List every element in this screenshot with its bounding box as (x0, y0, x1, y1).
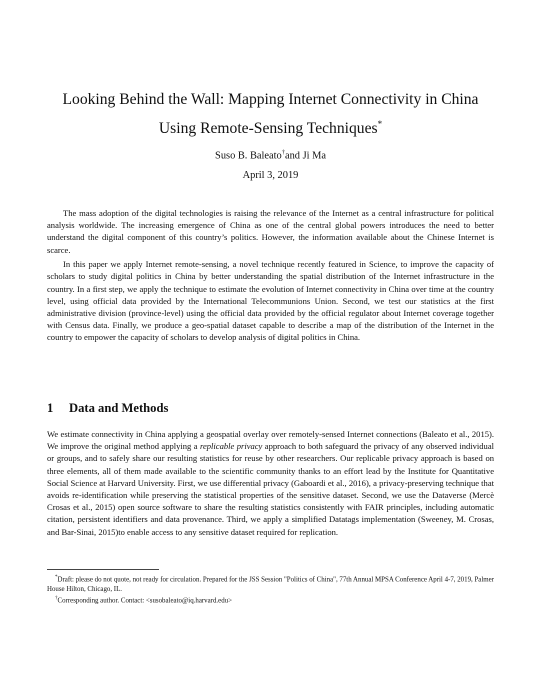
abstract (47, 207, 494, 346)
footnote-2-text: Corresponding author. Contact: <susobaleato@iq.harvard.edu> (57, 597, 232, 605)
body-emphasis: replicable privacy (199, 441, 263, 452)
abstract-paragraph-1: The mass adoption of the digital technologies is raising the relevance of the Internet as a central infrastructure for political analysis worldwide. The increasing emergence of China as one of the central global powers introduces the need to better understand the digital component of this country’s politics. However, the information available about the Chinese Internet is scarce. (47, 208, 494, 255)
body-text-part-2: approach to both safeguard the privacy of any observed individual or groups, and to safely share our resulting statistics for reuse by other researchers. Our replicable privacy approach is based on three elements, all of them made available to the scientific community thanks to an effort lead by the Institute for Quantitative Social Science at Harvard University. First, we use differential privacy (Gaboardi et al., 2016), a privacy-preserving technique that avoids re-identification while preserving the statistical properties of the sensitive dataset. Second, we use the Dataverse (Mercè Crosas et al., 2015) open source software to share the resulting statistics consistently with FAIR principles, including automatic citation, persistent identifiers and data provenance. Third, we apply a simplified Datatags implementation (Sweeney, M. Crosas, and Bar-Sinai, 2015)to enable access to any sensitive dataset required for replication. (47, 441, 494, 537)
footnote-1-marker: * (55, 575, 58, 580)
author-connector: and Ji Ma (284, 150, 326, 162)
footnotes (47, 573, 494, 606)
footnote-divider (47, 569, 159, 570)
title-line-2 (40, 112, 501, 141)
title-line-1: Looking Behind the Wall: Mapping Internet Connectivity in China (62, 91, 479, 108)
section-heading (47, 401, 168, 416)
title-line-2-text: Using Remote-Sensing Techniques (158, 120, 378, 138)
section-number: 1 (47, 401, 54, 415)
section-paragraph (47, 428, 494, 538)
footnote-2-marker: † (55, 596, 58, 602)
body-text-part-1: We estimate connectivity in China applying a geospatial overlay over remotely-sensed Internet connections (Baleato et al., 2015). We improve the original method applying a (47, 429, 494, 452)
author-footnote-marker[interactable]: † (281, 149, 285, 156)
paper-title (40, 88, 501, 141)
section-body (47, 428, 494, 538)
authors (40, 146, 501, 163)
footnote-2 (47, 594, 494, 606)
footnote-1 (47, 573, 494, 594)
abstract-paragraph-2: In this paper we apply Internet remote-sensing, a novel technique recently featured in Science, to improve the capacity of scholars to study digital politics in China by better understanding the spatial distribution of the Internet infrastructure in the country. In a first step, we apply the technique to estimate the evolution of Internet connectivity in China over time at the country level, using official data provided by the International Telecommunions Union. Second, we test our statistics at the first administrative division (province-level) using the official data provided by the official regulator about Internet coverage together with Census data. Finally, we produce a geo-spatial dataset capable to describe a map of the distribution of the Internet in the country to empower the capacity of scholars to develop analysis of digital politics in China. (47, 259, 494, 343)
section-title: Data and Methods (69, 401, 169, 415)
title-footnote-marker[interactable]: * (377, 119, 383, 129)
author-1: Suso B. Baleato (215, 150, 282, 162)
footnote-1-text: Draft: please do not quote, not ready for circulation. Prepared for the JSS Session "Politics of China", 77th Annual MPSA Conference April 4-7, 2019, Palmer House Hilton, Chicago, IL. (47, 576, 494, 593)
paper-date: April 3, 2019 (242, 170, 299, 181)
